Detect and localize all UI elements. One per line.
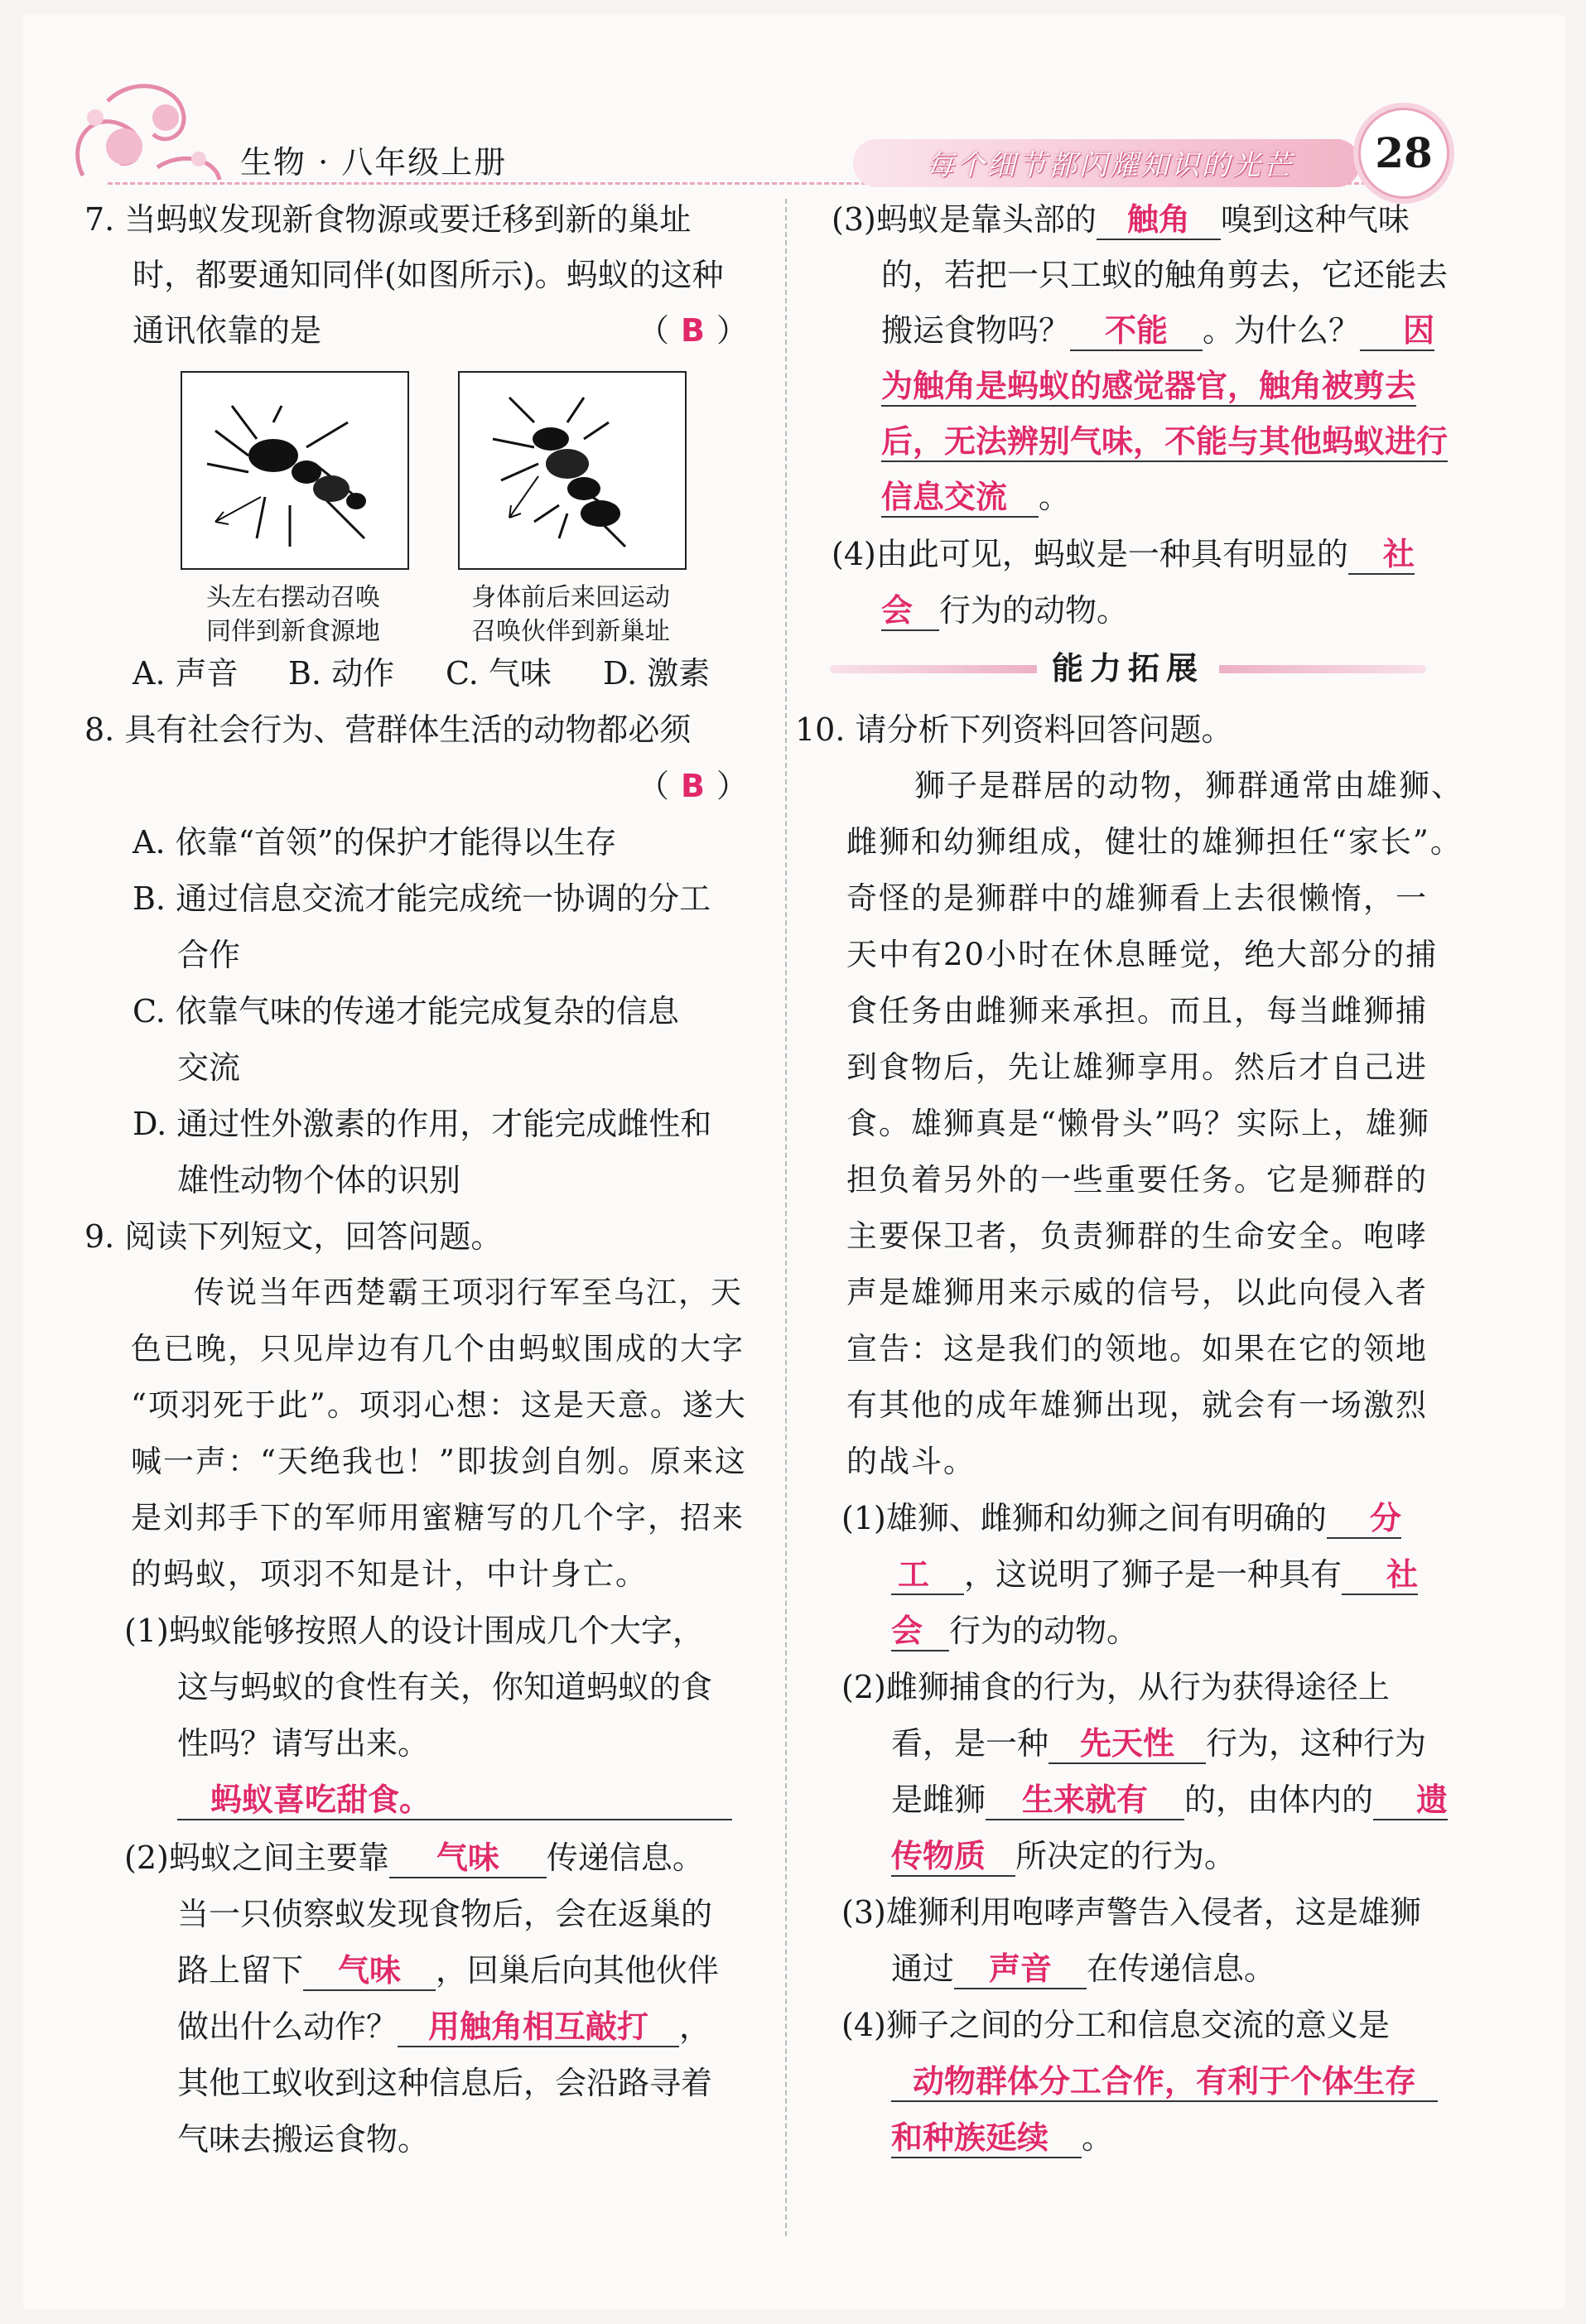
q9-p1-answer: 蚂蚁喜吃甜食。 [177,1784,732,1820]
q10-passage-line: 狮子是群居的动物，狮群通常由雄狮、 [914,768,1463,803]
q9-passage-line: “项羽死于此”。项羽心想：这是天意。遂大 [131,1387,747,1423]
q7-option-b: B. 动作 [288,655,395,692]
q10-p4-answer1: 动物群体分工合作，有利于个体生存 [891,2066,1438,2102]
q9-p2-answer1: 气味 [389,1842,547,1878]
q7-option-a: A. 声音 [133,655,239,692]
q10-p2-answer1: 先天性 [1048,1728,1206,1764]
q10-p1-answer4: 会 [891,1615,949,1651]
q9-p2-line3 [177,1952,720,1991]
q9-p2-text: (2)蚂蚁之间主要靠 [124,1839,389,1876]
q10-p2-text: 行为，这种行为 [1206,1725,1427,1762]
q9-p2-answer2: 气味 [303,1955,436,1991]
q9-p4-text: 行为的动物。 [939,592,1129,629]
fig-right-caption-line1: 身体前后来回运动 [471,583,670,612]
q10-passage-line: 有其他的成年雄狮出现，就会有一场激烈 [846,1387,1428,1423]
q7-answer: B [681,312,705,349]
q9-p2-line2: 当一只侦察蚁发现食物后，会在返巢的 [177,1896,713,1932]
q9-p2-text: 做出什么动作？ [177,2008,398,2045]
q9-p3-line7 [881,481,1070,518]
q10-p4-line3 [891,2119,1114,2158]
q9-p3-line3 [881,312,1435,351]
q10-p4-line1: (4)狮子之间的分工和信息交流的意义是 [841,2007,1390,2043]
q10-p1-answer1: 分 [1327,1502,1401,1539]
q10-passage-line: 天中有20小时在休息睡觉，绝大部分的捕 [846,937,1439,972]
header-slogan: 每个细节都闪耀知识的光芒 [926,149,1294,182]
q10-passage-line: 声是雄狮用来示威的信号，以此向侵入者 [846,1275,1428,1310]
q10-p1-line2 [891,1556,1419,1595]
q10-p4-line2 [891,2063,1438,2102]
q7-option-c: C. 气味 [446,655,552,692]
q8-answer-paren [638,770,748,802]
q9-p1-line3: 性吗？请写出来。 [177,1725,430,1762]
q10-p1-line3 [891,1615,1138,1651]
q10-p2-answer4: 传物质 [891,1840,1015,1877]
q10-p2-text: 看，是一种 [891,1725,1049,1762]
ant-figure-left [181,371,409,570]
q9-p3-answer3-part3: 后，无法辨别气味，不能与其他蚂蚁进行 [881,426,1448,462]
q9-p2-text: 传递信息。 [546,1839,704,1876]
page-number: 28 [1358,108,1449,199]
fig-left-caption [181,581,406,649]
q10-p1-answer3: 社 [1342,1559,1418,1595]
q9-passage-line: 的蚂蚁，项羽不知是计，中计身亡。 [131,1556,648,1592]
q7-option-d: D. 激素 [603,655,711,692]
q9-p3-answer1: 触角 [1097,204,1221,240]
q10-p2-text: 是雌狮 [891,1782,986,1818]
ant-figure-right [458,371,687,570]
q8-stem: 8. 具有社会行为、营群体生活的动物都必须 [84,711,692,748]
q8-option-d: D. 通过性外激素的作用，才能完成雌性和 [133,1106,712,1142]
q9-passage-line: 传说当年西楚霸王项羽行军至乌江，天 [194,1275,743,1310]
q9-p1-line1: (1)蚂蚁能够按照人的设计围成几个大字， [124,1613,704,1649]
q9-p2-line5: 其他工蚁收到这种信息后，会沿路寻着 [177,2065,713,2101]
q10-p4-answer2: 和种族延续 [891,2122,1082,2158]
q9-p2-text: ，回巢后向其他伙伴 [436,1952,720,1989]
q9-p3-line2: 的，若把一只工蚁的触角剪去，它还能去 [881,257,1449,293]
q10-passage-line: 食任务由雌狮来承担。而且，每当雌狮捕 [846,993,1428,1029]
q10-p1-line1 [841,1502,1401,1539]
q7-stem-line2: 时，都要通知同伴(如图所示)。蚂蚁的这种 [133,257,724,293]
q7-stem-line1: 7. 当蚂蚁发现新食物源或要迁移到新的巢址 [84,201,692,238]
q10-passage-line: 食。雄狮真是“懒骨头”吗？实际上，雄狮 [846,1106,1430,1141]
q9-p2-line6: 气味去搬运食物。 [177,2121,430,2158]
q10-p4-text: 。 [1082,2119,1114,2156]
q9-p4-line1 [832,538,1415,575]
section-title-ability [830,650,1426,687]
q9-p1-answer-line [177,1784,732,1820]
column-divider [785,199,787,2236]
fig-right-caption [441,581,700,649]
q10-p2-answer3: 遗 [1373,1784,1448,1820]
q9-passage-line: 喊一声：“天绝我也！”即拔剑自刎。原来这 [131,1444,747,1479]
q8-option-a: A. 依靠“首领”的保护才能得以生存 [133,824,617,861]
section-title-text: 能力拓展 [1037,650,1219,687]
q10-passage-line: 到食物后，先让雄狮享用。然后才自己进 [846,1049,1428,1085]
q9-p3-line1 [832,201,1410,240]
q10-p2-line3 [891,1784,1448,1820]
q10-p3-line1: (3)雄狮利用咆哮声警告入侵者，这是雄狮 [841,1894,1421,1931]
q10-p2-line1: (2)雌狮捕食的行为，从行为获得途径上 [841,1669,1390,1705]
fig-left-caption-line1: 头左右摆动召唤 [206,583,380,612]
q10-p2-answer2: 生来就有 [986,1784,1184,1820]
q7-paren-close: ） [716,312,748,349]
q10-passage-line: 主要保卫者，负责狮群的生命安全。咆哮 [846,1218,1428,1254]
q9-p3-text: 。为什么？ [1203,312,1361,349]
q10-passage-line: 的战斗。 [846,1444,976,1479]
q8-option-d-cont: 雄性动物个体的识别 [177,1162,461,1198]
q10-p3-answer: 声音 [954,1953,1087,1989]
q9-p1-line2: 这与蚂蚁的食性有关，你知道蚂蚁的食 [177,1669,713,1705]
q10-p3-text: 通过 [891,1950,955,1987]
q10-passage-line: 宣告：这是我们的领地。如果在它的领地 [846,1331,1428,1367]
q10-p3-text: 在传递信息。 [1087,1950,1276,1987]
q9-p3-text: 。 [1039,479,1071,515]
q7-answer-paren [638,312,748,349]
q8-option-b-cont: 合作 [177,937,241,973]
q9-p4-line2 [881,592,1129,631]
q8-option-c: C. 依靠气味的传递才能完成复杂的信息 [133,993,679,1029]
q10-passage-line: 雌狮和幼狮组成，健壮的雄狮担任“家长”。 [846,824,1463,860]
q8-option-b: B. 通过信息交流才能完成统一协调的分工 [133,880,711,917]
q10-p1-text: 行为的动物。 [949,1613,1139,1649]
q8-answer: B [681,768,705,804]
q9-passage-line: 色已晚，只见岸边有几个由蚂蚁围成的大字 [131,1331,745,1367]
header-subject: 生物 · 八年级上册 [240,144,508,181]
q9-p2-text: ， [679,2008,711,2045]
q9-passage-line: 是刘邦手下的军师用蜜糖写的几个字，招来 [131,1500,745,1536]
ants-head-swing-icon [182,373,407,568]
fig-right-caption-line2: 召唤伙伴到新巢址 [471,616,670,646]
fig-left-caption-line2: 同伴到新食源地 [206,616,380,646]
q10-p1-answer2: 工 [891,1559,964,1595]
q9-p2-text: 路上留下 [177,1952,304,1989]
q10-p2-line4 [891,1840,1236,1877]
q8-paren-open: （ [638,768,670,804]
q9-p3-text: 嗅到这种气味 [1220,201,1410,238]
q10-p3-line2 [891,1950,1276,1989]
q8-option-c-cont: 交流 [177,1049,241,1086]
q9-p3-answer3-part4: 信息交流 [881,481,1039,518]
q9-p3-answer3-part1: 因 [1360,315,1434,351]
q10-p2-line2 [891,1725,1427,1764]
q7-stem-line3: 通讯依靠的是 [133,312,322,349]
q9-p4-answer1: 社 [1348,538,1415,575]
q9-p2-line1 [124,1839,704,1878]
q9-p4-answer2: 会 [881,595,939,631]
q9-p2-line4 [177,2008,711,2047]
q9-p3-answer2: 不能 [1070,315,1203,351]
q8-paren-close: ） [716,768,748,804]
q9-p3-text: (3)蚂蚁是靠头部的 [832,201,1097,238]
q9-stem: 9. 阅读下列短文，回答问题。 [84,1218,503,1255]
q9-p3-answer3-part2: 为触角是蚂蚁的感觉器官，触角被剪去 [881,370,1416,407]
ants-body-move-icon [460,373,685,568]
q7-paren-open: （ [638,312,670,349]
q9-p4-text: (4)由此可见，蚂蚁是一种具有明显的 [832,536,1348,572]
q10-stem: 10. 请分析下列资料回答问题。 [795,711,1233,748]
q10-passage-line: 担负着另外的一些重要任务。它是狮群的 [846,1162,1428,1198]
q9-p2-answer3: 用触角相互敲打 [398,2011,679,2047]
q10-p1-text: (1)雄狮、雌狮和幼狮之间有明确的 [841,1500,1327,1536]
q10-p1-text: ，这说明了狮子是一种具有 [964,1556,1343,1593]
q10-passage-line: 奇怪的是狮群中的雄狮看上去很懒惰，一 [846,880,1428,916]
q10-p2-text: 所决定的行为。 [1015,1838,1237,1874]
q9-p3-text: 搬运食物吗？ [881,312,1071,349]
q10-p2-text: 的，由体内的 [1184,1782,1374,1818]
